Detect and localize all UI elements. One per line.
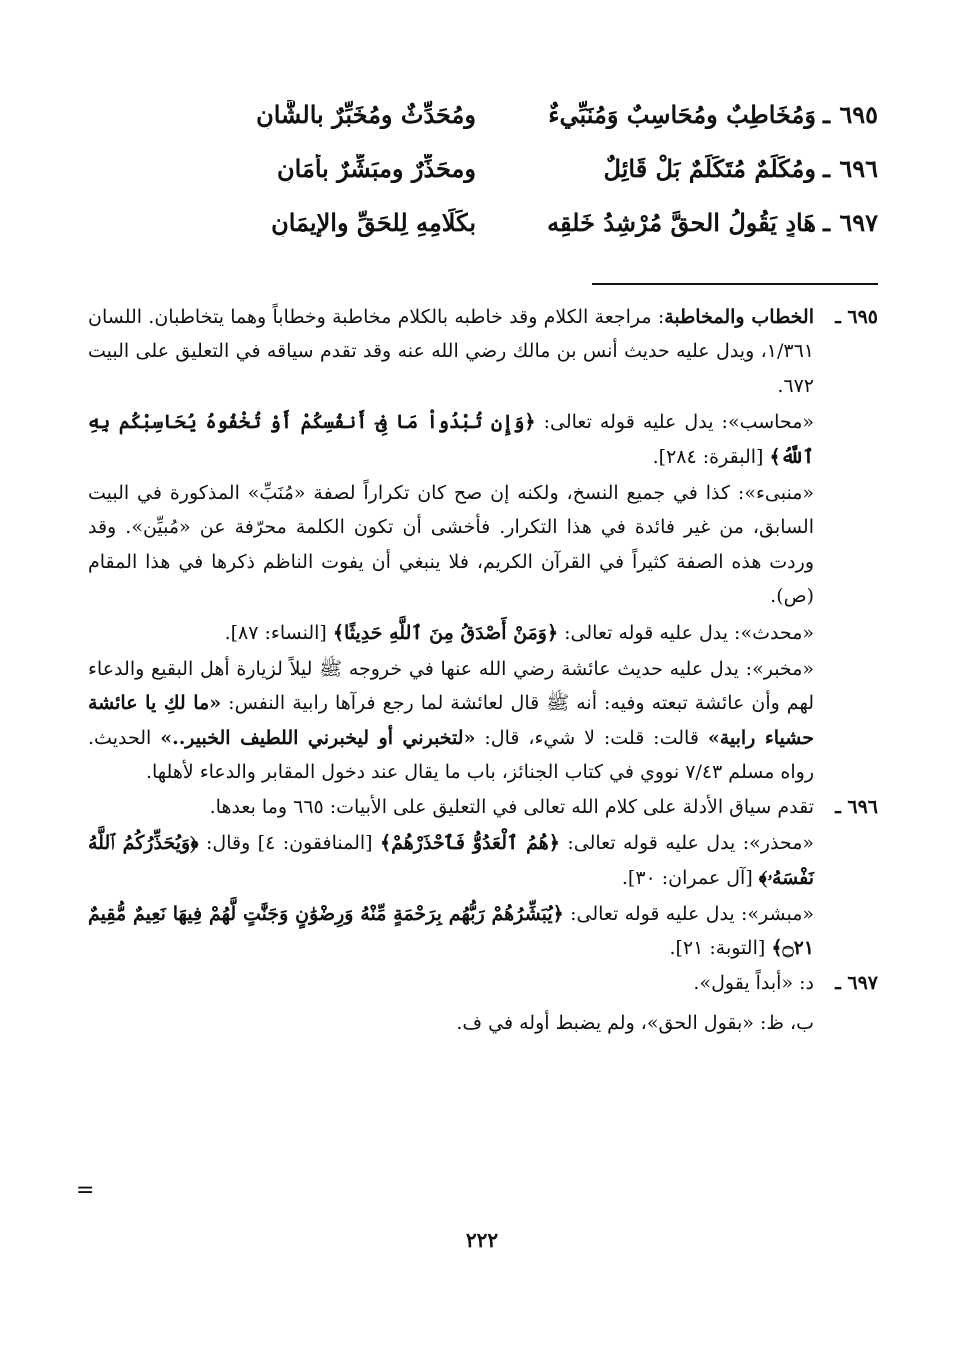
verse-first-hemistich: وَمُخَاطِبٌ ومُحَاسِبٌ وَمُنَبِّيءٌ (548, 100, 816, 129)
note-number: ٦٩٦ ـ (835, 795, 878, 818)
quran-quote: ﴿وَمَنْ أَصْدَقُ مِنَ ٱللَّهِ حَدِيثًا﴾ (332, 621, 559, 644)
note-697 (88, 966, 878, 1000)
verse-number: ٦٩٥ (839, 100, 878, 129)
note-text: الحديث. رواه مسلم ٧/٤٣ نووي في كتاب الجنائز، باب ما يقال عند دخول المقابر والدعاء لأهلها. (88, 726, 814, 784)
quran-reference: [آل عمران: ٣٠]. (621, 866, 759, 889)
note-body (88, 966, 814, 1000)
note-paragraph: «منبىء»: كذا في جميع النسخ، ولكنه إن صح كان تكراراً لصفة «مُنَبِّ» المذكورة في البيت السابق، من غير فائدة في هذا التكرار. فأخشى أن تكون الكلمة محرّفة عن «مُبيِّن». وقد وردت هذه الصفة كثيراً في القرآن الكريم، فلا ينبغي أن يفوت الناظم ذكرها في هذا المقام (ص). (88, 482, 814, 608)
commentary-notes (88, 300, 878, 1041)
note-text: «محدث»: يدل عليه قوله تعالى: (558, 621, 814, 644)
note-paragraph: د: «أبداً يقول». (693, 971, 814, 994)
hadith-quote: «لتخبرني أو ليخبرني اللطيف الخبير..» (160, 726, 476, 749)
quran-quote: ﴿وَإِن تُبْدُواْ مَا فِىٓ أَنفُسِكُمْ أَوْ تُخْفُوهُ يُحَاسِبْكُم بِهِ ٱللَّهُ﴾ (88, 411, 814, 468)
note-body (88, 300, 814, 790)
hadith-quote: «ما لكِ يا عائشة حشياء رابية» (88, 692, 814, 749)
note-paragraph (88, 300, 814, 403)
verse-dash: ـ (822, 100, 830, 129)
note-text: «محاسب»: يدل عليه قوله تعالى: (535, 411, 814, 434)
note-text: قالت: قلت: لا شيء، قال: (475, 726, 708, 749)
verse-second-hemistich: ومُحَدِّثٌ ومُخَبِّرٌ بالشَّانِ (256, 100, 476, 129)
quran-quote: ﴿هُمُ ٱلْعَدُوُّ فَٱحْذَرْهُمْ﴾ (380, 832, 560, 855)
verse-first-hemistich: هَادٍ يَقُولُ الحقَّ مُرْشِدُ خَلقِه (547, 208, 816, 237)
note-695 (88, 300, 878, 790)
quran-reference: [التوبة: ٢١]. (669, 937, 772, 960)
note-paragraph (88, 405, 814, 474)
quran-reference: [النساء: ٨٧]. (224, 621, 333, 644)
note-paragraph (88, 616, 814, 650)
verse-dash: ـ (822, 208, 830, 237)
verse-second-hemistich: ومحَذِّرٌ ومبَشِّرٌ بأَمَانِ (277, 154, 476, 183)
note-paragraph (88, 652, 814, 790)
note-number: ٦٩٥ ـ (835, 306, 878, 328)
note-text: «محذر»: يدل عليه قوله تعالى: (559, 832, 814, 855)
note-paragraph (88, 826, 814, 895)
verse-697 (78, 208, 878, 262)
note-text: «مخبر»: يدل عليه حديث عائشة رضي الله عنها في خروجه ﷺ ليلاً لزيارة أهل البقيع والدعاء لهم وأن عائشة تبعته وفيه: أنه ﷺ قال لعائشة لما رجع فرآها رابية النفس: (88, 658, 814, 715)
verse-second-hemistich: بكَلَامِهِ لِلحَقِّ والإِيمَانِ (271, 208, 476, 237)
verse-first-hemistich: ومُكَلِّمٌ مُتَكَلِّمٌ بَلْ قَائِلٌ (603, 154, 816, 183)
note-696 (88, 790, 878, 966)
note-paragraph: تقدم سياق الأدلة على كلام الله تعالى في التعليق على الأبيات: ٦٦٥ وما بعدها. (209, 795, 814, 818)
note-paragraph (88, 897, 814, 966)
verse-696 (78, 154, 878, 208)
note-body (88, 790, 814, 966)
quran-quote: ﴿وَيُحَذِّرُكُمُ ٱللَّهُ نَفْسَهُۥ﴾ (88, 832, 814, 889)
note-text: «مبشر»: يدل عليه قوله تعالى: (563, 902, 814, 925)
verse-number: ٦٩٧ (839, 208, 878, 237)
page-number: ٢٢٢ (465, 1228, 499, 1252)
quran-reference: [البقرة: ٢٨٤]. (652, 445, 770, 468)
note-number: ٦٩٧ ـ (835, 971, 878, 994)
footnote-separator (592, 283, 878, 285)
verse-number: ٦٩٦ (839, 154, 878, 183)
verse-695 (78, 100, 878, 154)
note-text: : مراجعة الكلام وقد خاطبه بالكلام مخاطبة وخطاباً وهما يتخاطبان. اللسان ١/٣٦١، ويدل عليه حديث أنس بن مالك رضي الله عنه وقد تقدم سياقه في التعليق على البيت ٦٧٢. (88, 306, 814, 397)
note-paragraph: ب، ظ: «بقول الحق»، ولم يضبط أوله في ف. (456, 1012, 814, 1035)
quran-quote: ﴿يُبَشِّرُهُمْ رَبُّهُم بِرَحْمَةٍ مِّنْهُ وَرِضْوَٰنٍ وَجَنَّٰتٍ لَّهُمْ فِيهَا نَعِيمٌ مُّقِيمٌ ۝٢١﴾ (88, 902, 814, 960)
continuation-mark: = (76, 1178, 95, 1203)
note-text: [المنافقون: ٤] وقال: (198, 832, 380, 855)
term-heading: الخطاب والمخاطبة (664, 306, 814, 328)
verse-dash: ـ (822, 154, 830, 183)
poem-verses (78, 100, 878, 262)
